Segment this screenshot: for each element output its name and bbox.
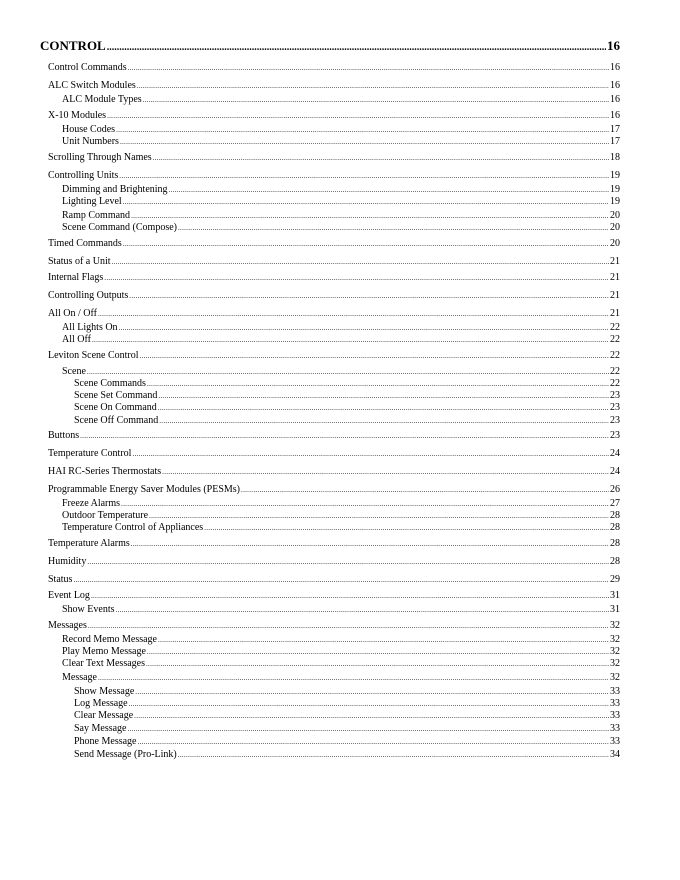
dot-leader	[112, 256, 610, 268]
toc-entry-page: 16	[610, 80, 620, 91]
toc-entry-title: HAI RC-Series Thermostats	[48, 466, 162, 477]
toc-entry[interactable]	[48, 484, 620, 496]
toc-entry[interactable]	[48, 110, 620, 122]
dot-leader	[158, 402, 609, 414]
toc-entry[interactable]	[62, 210, 620, 222]
toc-entry[interactable]	[48, 152, 620, 164]
toc-entry-title: Unit Numbers	[62, 136, 119, 147]
toc-entry[interactable]	[74, 390, 620, 402]
toc-entry-page: 33	[610, 686, 620, 697]
dot-leader	[116, 124, 609, 136]
toc-entry-page: 18	[610, 152, 620, 163]
toc-entry-page: 21	[610, 272, 620, 283]
dot-leader	[123, 238, 609, 250]
toc-entry[interactable]	[48, 272, 620, 284]
dot-leader	[132, 448, 609, 460]
dot-leader	[147, 378, 609, 390]
dot-leader	[120, 136, 609, 148]
toc-entry-title: House Codes	[62, 124, 116, 135]
toc-entry-title: Scene Commands	[74, 378, 146, 389]
dot-leader	[158, 390, 609, 402]
toc-entry[interactable]	[48, 590, 620, 602]
toc-entry-title: Leviton Scene Control	[48, 350, 139, 361]
toc-entry-page: 17	[610, 136, 620, 147]
toc-entry-page: 21	[610, 308, 620, 319]
toc-entry[interactable]	[74, 736, 620, 748]
toc-entry-page: 33	[610, 723, 620, 734]
toc-entry[interactable]	[48, 80, 620, 92]
dot-leader	[138, 736, 610, 748]
toc-entry-title: Play Memo Message	[62, 646, 146, 657]
toc-entry-page: 27	[610, 498, 620, 509]
dot-leader	[119, 170, 609, 182]
toc-entry-title: ALC Module Types	[62, 94, 142, 105]
toc-entry-title: Temperature Control	[48, 448, 132, 459]
toc-entry-page: 33	[610, 736, 620, 747]
toc-entry-title: Outdoor Temperature	[62, 510, 149, 521]
toc-entry[interactable]	[62, 366, 620, 378]
toc-entry[interactable]	[62, 184, 620, 196]
dot-leader	[131, 538, 609, 550]
dot-leader	[178, 749, 609, 761]
dot-leader	[107, 110, 609, 122]
toc-entry-title: Status	[48, 574, 73, 585]
toc-entry-page: 22	[610, 350, 620, 361]
toc-entry-title: Scene Command (Compose)	[62, 222, 177, 233]
dot-leader	[116, 604, 610, 616]
toc-entry-page: 21	[610, 256, 620, 267]
toc-entry-page: 16	[610, 94, 620, 105]
dot-leader	[92, 334, 609, 346]
toc-entry[interactable]	[48, 290, 620, 302]
toc-entry-title: Temperature Control of Appliances	[62, 522, 204, 533]
toc-entry[interactable]	[48, 538, 620, 550]
dot-leader	[87, 366, 609, 378]
toc-entry-page: 29	[610, 574, 620, 585]
toc-entry-page: 32	[610, 658, 620, 669]
dot-leader	[131, 210, 609, 222]
toc-entry[interactable]	[48, 556, 620, 568]
toc-entry-title: Record Memo Message	[62, 634, 157, 645]
toc-entry-page: 21	[610, 290, 620, 301]
toc-entry-title: Ramp Command	[62, 210, 131, 221]
toc-entry-title: All On / Off	[48, 308, 97, 319]
dot-leader	[204, 522, 609, 534]
toc-entry-title: Control Commands	[48, 62, 127, 73]
toc-entry-title: Internal Flags	[48, 272, 104, 283]
toc-entry-title: All Lights On	[62, 322, 118, 333]
toc-entry-page: 20	[610, 210, 620, 221]
toc-heading-page: 16	[607, 38, 620, 53]
toc-entry-page: 23	[610, 390, 620, 401]
toc-entry[interactable]	[62, 658, 620, 670]
toc-entry[interactable]	[48, 620, 620, 632]
toc-entry-page: 22	[610, 378, 620, 389]
toc-entry-page: 23	[610, 415, 620, 426]
dot-leader	[121, 498, 609, 510]
toc-entry[interactable]	[74, 749, 620, 761]
toc-entry-title: Freeze Alarms	[62, 498, 121, 509]
toc-entry-page: 32	[610, 634, 620, 645]
toc-entry-title: ALC Switch Modules	[48, 80, 136, 91]
toc-heading[interactable]	[40, 38, 620, 56]
toc-entry-page: 32	[610, 646, 620, 657]
toc-entry[interactable]	[62, 672, 620, 684]
dot-leader	[149, 510, 609, 522]
toc-entry[interactable]	[74, 686, 620, 698]
toc-entry-title: Timed Commands	[48, 238, 122, 249]
toc-entry[interactable]	[74, 378, 620, 390]
toc-entry-title: X-10 Modules	[48, 110, 107, 121]
toc-entry[interactable]	[48, 430, 620, 442]
toc-entry-page: 32	[610, 672, 620, 683]
toc-entry-page: 24	[610, 448, 620, 459]
dot-leader	[104, 272, 609, 284]
dot-leader	[169, 184, 609, 196]
dot-leader	[241, 484, 609, 496]
dot-leader	[98, 672, 609, 684]
toc-entry[interactable]	[48, 308, 620, 320]
toc-entry[interactable]	[62, 510, 620, 522]
toc-entry-title: Scene On Command	[74, 402, 157, 413]
toc-entry-page: 28	[610, 510, 620, 521]
toc-entry-title: Scene Off Command	[74, 415, 159, 426]
toc-entry[interactable]	[48, 448, 620, 460]
toc-entry[interactable]	[48, 62, 620, 74]
toc-entry[interactable]	[48, 574, 620, 586]
toc-entry-page: 28	[610, 538, 620, 549]
toc-entry-page: 34	[610, 749, 620, 760]
toc-entry-page: 28	[610, 556, 620, 567]
toc-entry-title: Controlling Units	[48, 170, 119, 181]
toc-entry-page: 17	[610, 124, 620, 135]
dot-leader	[80, 430, 609, 442]
toc-entry-page: 20	[610, 238, 620, 249]
toc-entry-title: Dimming and Brightening	[62, 184, 168, 195]
toc-entry[interactable]	[48, 170, 620, 182]
dot-leader	[128, 62, 609, 74]
toc-entry-title: Log Message	[74, 698, 128, 709]
toc-entry-page: 32	[610, 620, 620, 631]
toc-entry[interactable]	[62, 322, 620, 334]
dot-leader	[159, 415, 609, 427]
dot-leader	[129, 290, 609, 302]
toc-entry-title: Buttons	[48, 430, 80, 441]
toc-entry[interactable]	[74, 723, 620, 735]
toc-entry[interactable]	[62, 604, 620, 616]
dot-leader	[143, 94, 609, 106]
toc-entry[interactable]	[62, 196, 620, 208]
dot-leader	[140, 350, 609, 362]
toc-entry[interactable]	[62, 634, 620, 646]
toc-entry[interactable]	[74, 698, 620, 710]
toc-entry-page: 33	[610, 698, 620, 709]
toc-entry-title: Event Log	[48, 590, 90, 601]
toc-entry-title: Clear Text Messages	[62, 658, 145, 669]
toc-entry-title: Message	[62, 672, 97, 683]
dot-leader	[135, 686, 609, 698]
toc-entry-title: Scrolling Through Names	[48, 152, 152, 163]
toc-entry[interactable]	[48, 238, 620, 250]
dot-leader	[147, 646, 609, 658]
toc-entry[interactable]	[74, 402, 620, 414]
toc-entry[interactable]	[62, 522, 620, 534]
dot-leader	[178, 222, 609, 234]
toc-entry[interactable]	[62, 646, 620, 658]
dot-leader	[153, 152, 609, 164]
toc-entry-page: 26	[610, 484, 620, 495]
toc-entry-title: Humidity	[48, 556, 87, 567]
toc-entry[interactable]	[48, 466, 620, 478]
toc-entry-title: All Off	[62, 334, 91, 345]
toc-entry-page: 22	[610, 366, 620, 377]
dot-leader	[162, 466, 609, 478]
toc-entry-page: 16	[610, 110, 620, 121]
toc-entry-title: Controlling Outputs	[48, 290, 129, 301]
toc-entry-title: Show Message	[74, 686, 135, 697]
dot-leader	[88, 620, 609, 632]
toc-entry-title: Send Message (Pro-Link)	[74, 749, 177, 760]
toc-entry-title: Scene	[62, 366, 86, 377]
dot-leader	[73, 574, 609, 586]
toc-heading-title: CONTROL	[40, 38, 106, 53]
toc-entry-title: Programmable Energy Saver Modules (PESMs)	[48, 484, 241, 495]
toc-entry-page: 20	[610, 222, 620, 233]
toc-entry-title: Clear Message	[74, 710, 134, 721]
toc-entry-page: 22	[610, 322, 620, 333]
toc-entry-page: 28	[610, 522, 620, 533]
toc-entry[interactable]	[74, 415, 620, 427]
toc-entry-page: 31	[610, 590, 620, 601]
dot-leader	[158, 634, 609, 646]
toc-entry-page: 19	[610, 184, 620, 195]
dot-leader	[137, 80, 609, 92]
toc-entry[interactable]	[74, 710, 620, 722]
dot-leader	[129, 698, 609, 710]
dot-leader	[128, 723, 610, 735]
toc-entry[interactable]	[62, 498, 620, 510]
dot-leader	[98, 308, 609, 320]
toc-entry[interactable]	[48, 256, 620, 268]
toc-entry-title: Temperature Alarms	[48, 538, 130, 549]
dot-leader	[91, 590, 609, 602]
toc-entry[interactable]	[62, 334, 620, 346]
toc-entry-page: 24	[610, 466, 620, 477]
toc-entry-title: Say Message	[74, 723, 127, 734]
dot-leader	[146, 658, 609, 670]
toc-entry[interactable]	[48, 350, 620, 362]
toc-entry-title: Status of a Unit	[48, 256, 111, 267]
toc-entry-page: 19	[610, 196, 620, 207]
toc-entry[interactable]	[62, 124, 620, 136]
toc-entry[interactable]	[62, 222, 620, 234]
toc-entry-title: Messages	[48, 620, 87, 631]
dot-leader	[119, 322, 609, 334]
dot-leader	[107, 40, 606, 56]
toc-entry[interactable]	[62, 136, 620, 148]
toc-entry-page: 23	[610, 430, 620, 441]
toc-entry-title: Phone Message	[74, 736, 137, 747]
toc-entry-title: Scene Set Command	[74, 390, 158, 401]
toc-entry-page: 16	[610, 62, 620, 73]
dot-leader	[123, 196, 609, 208]
toc-entry-page: 33	[610, 710, 620, 721]
toc-entry-page: 31	[610, 604, 620, 615]
toc-entry-page: 19	[610, 170, 620, 181]
toc-entry-page: 22	[610, 334, 620, 345]
toc-entry-page: 23	[610, 402, 620, 413]
toc-entry-title: Lighting Level	[62, 196, 122, 207]
dot-leader	[87, 556, 609, 568]
dot-leader	[134, 710, 609, 722]
toc-entry[interactable]	[62, 94, 620, 106]
toc-entry-title: Show Events	[62, 604, 115, 615]
